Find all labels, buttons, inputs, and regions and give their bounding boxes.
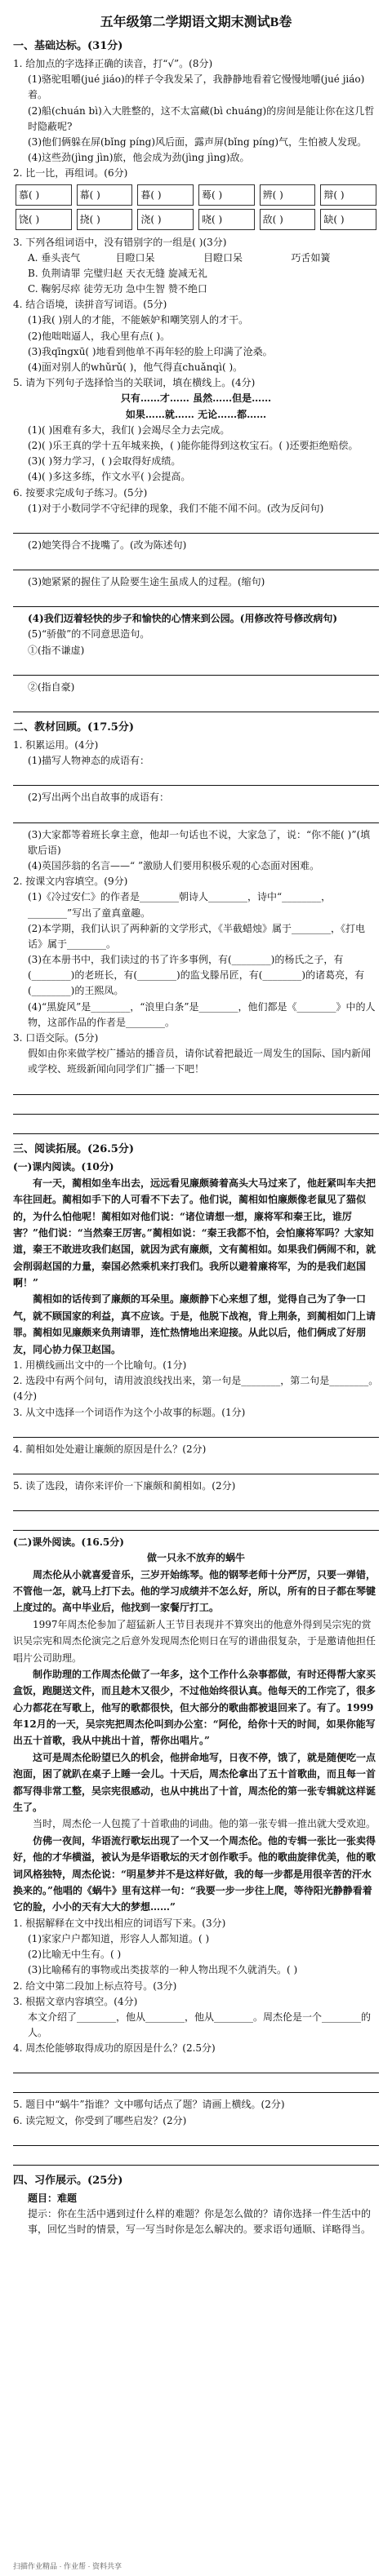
p2-q3: 3. 根据文章内容填空。(4分)	[13, 1995, 138, 2007]
q1-prompt: 1. 给加点的字选择正确的读音，打“√”。(8分)	[13, 58, 213, 69]
q5-c: (3)( )努力学习，( )会取得好成绩。	[28, 455, 181, 468]
q6-prompt: 6. 按要求完成句子练习。(5分)	[13, 486, 148, 499]
section-3-heading: 三、阅读拓展。(26.5分)	[13, 1142, 134, 1155]
q6-e: (5)“骄傲”的不同意思造句。	[28, 628, 150, 641]
s2-q2-prompt: 2. 按课文内容填空。(9分)	[13, 876, 128, 888]
p2-q1-b: (2)比喻无中生有。( )	[28, 1949, 122, 1961]
q3-prompt: 3. 下列各组词语中，没有错别字的一组是( )(3分)	[13, 236, 227, 248]
q5-a: (1)( )困难有多大，我们( )会竭尽全力去完成。	[28, 423, 230, 436]
word-cell[interactable]: 饶( )	[16, 209, 72, 230]
answer-line[interactable]	[13, 2077, 379, 2093]
section-4-heading: 四、习作展示。(25分)	[13, 2174, 123, 2187]
s2-q3-a: 假如由你来做学校广播站的播音员，请你试着把最近一周发生的国际、国内新闻或学校、班级新闻向同学们广播一下吧！	[28, 1048, 372, 1075]
q4-c: (3)我qīngxū( )地看到他单不再年轻的脸上印满了沧桑。	[28, 345, 273, 357]
q6-d: (4)我们迈着轻快的步子和愉快的心情来到公园。(用修改符号修改病句)	[28, 613, 338, 625]
word-cell[interactable]: 辩( )	[320, 184, 376, 206]
answer-line[interactable]	[13, 518, 379, 534]
word-cell[interactable]: 缺( )	[320, 209, 376, 230]
s2-q2-c: (3)在本册书中，我们读过的书了许多事例，有(________)的杨氏之子，有(________)的老班长，有(________)的监戈滕吊匠，有(________)的诸葛亮，有(________)的王熙凤。	[28, 954, 365, 997]
p2-q6: 6. 读完短文，你受到了哪些启发？(2分)	[13, 2114, 187, 2126]
q6-e1: ①(指不谦虚)	[28, 644, 85, 656]
q3-option-b: B. 负荆请罪 完璧归赵 天衣无缝 旋减无礼	[28, 267, 207, 279]
answer-line[interactable]	[13, 1496, 379, 1511]
s2-q1-b: (2)写出两个出自故事的成语有：	[28, 791, 169, 804]
answer-line[interactable]	[13, 697, 379, 712]
word-cell[interactable]: 哓( )	[198, 209, 255, 230]
answer-line[interactable]	[13, 592, 379, 607]
p2-q1-c: (3)比喻稀有的事物或出类拔萃的一种人物出现不久就消失。( )	[28, 1964, 298, 1976]
section-1-heading: 一、基础达标。(31分)	[13, 40, 123, 52]
p2-q1-a: (1)家家户户都知道，形容人人都知道。( )	[28, 1932, 210, 1944]
passage-2-para-4: 这可是周杰伦盼望已久的机会，他拼命地写，日夜不停，饿了，就是随便吃一点泡面，困了就趴在桌子上睡一会儿。十天后，周杰伦拿出了五十首歌曲，而且每一首都写得非常工整，吴宗宪很感动，也从中挑出了十首，周杰伦的第一张专辑就这样诞生了。	[13, 1751, 376, 1814]
p1-q2: 2. 选段中有两个问句，请用波浪线找出来，第一句是________，第二句是________。(4分)	[13, 1375, 379, 1403]
story-title: 做一只永不放弃的蜗牛	[146, 1552, 245, 1564]
q6-c: (3)她紧紧的握住了从险要生途生虽成人的过程。(缩句)	[28, 576, 265, 588]
q5-prompt: 5. 请为下列句子选择恰当的关联词，填在横线上。(4分)	[13, 377, 256, 389]
q6-b: (2)她笑得合不拢嘴了。(改为陈述句)	[28, 539, 187, 551]
q4-d: (4)面对别人的whǔrǔ( )，他气得直chuǎnqì( )。	[28, 361, 243, 373]
p1-q1: 1. 用横线画出文中的一个比喻句。(1分)	[13, 1359, 187, 1372]
s2-q2-d: (4)“黑旋风”是________，“浪里白条”是________，他们都是《________》中的人物，这部作品的作者是________。	[28, 1000, 376, 1028]
page-footer: 扫描作业精品 · 作业帮 · 资料共享	[13, 2562, 122, 2570]
passage-2-para-2: 1997年周杰伦参加了超猛新人王节目表现并不算突出的他意外得到吴宗宪的赏识吴宗宪和周杰伦演完之后意外发现周杰伦则日在写的谱曲很复杂，于是邀请他担任唱片公司助理。	[13, 1618, 376, 1664]
passage-1-title: (一)课内阅读。(10分)	[13, 1160, 114, 1173]
answer-line[interactable]	[13, 2130, 379, 2146]
passage-1-para-2: 蔺相如的话传到了廉颇的耳朵里。廉颇静下心来想了想，觉得自己为了争一口气，就不顾国家的利益，真不应该。于是，他脱下战袍，背上荆条，到蔺相如门上请罪。蔺相如见廉颇来负荆请罪，连忙热情地出来迎接。从此以后，他们俩成了好朋友，同心协力保卫赵国。	[13, 1293, 376, 1355]
q4-prompt: 4. 结合语境，读拼音写词语。(5分)	[13, 299, 167, 311]
q4-b: (2)他咄咄逼人，我心里有点( )。	[28, 330, 171, 342]
q1-d: (4)这些劲(jìng jìn)旅，他会成为劲(jìng jìng)敌。	[28, 152, 250, 164]
passage-2-title: (二)课外阅读。(16.5分)	[13, 1536, 124, 1549]
passage-2-para-5: 当时，周杰伦一人包揽了十首歌曲的词曲。他的第一张专辑一推出就大受欢迎。	[33, 1818, 376, 1830]
passage-2-para-6: 仿佛一夜间，华语流行歌坛出现了一个又一个周杰伦。他的专辑一张比一张卖得好，他的才华横溢，被认为是华语歌坛的天才创作歌手。他的歌曲旋律优美，他的歌词风格独特，周杰伦说：“明星梦并不是这样好做，我的每一步都是用很辛苦的汗水换来的。”他唱的《蜗牛》里有这样一句：“我要一步一步往上爬，等待阳光静静看着它的脸，小小的天有大大的梦想……”	[13, 1834, 376, 1913]
q5-b: (2)( )乐王真的学十五年城来换，( )能你能得到这枚宝石。( )还要拒绝赔偿。	[28, 439, 359, 451]
word-grid	[13, 184, 379, 230]
s2-q2-a: (1)《冷过安仁》的作者是________朝诗人________，诗中“________，________”写出了童真童趣。	[28, 891, 332, 919]
q5-d: (4)( )多这多练，作文水平( )会提高。	[28, 471, 191, 483]
answer-line[interactable]	[13, 1099, 379, 1115]
s2-q1-a: (1)描写人物神态的成语有：	[28, 755, 149, 767]
passage-1-para-1: 有一天，蔺相如坐车出去，远远看见廉颇骑着高头大马过来了，他赶紧叫车夫把车往回赶。蔺相如手下的人可看不下去了。他们说，蔺相如怕廉颇像老鼠见了猫似的，为什么怕他呢！蔺相如对他们说：“诸位请想一想，廉将军和秦王比，谁厉害？”他们说：“当然秦王厉害。”蔺相如说：“秦王我都不怕，会怕廉将军吗？大家知道，秦王不敢进攻我们赵国，就因为武有廉颇，文有蔺相如。如果我们俩闹不和，就会削弱赵国的力量，秦国必然乘机来打我们。我所以避着廉将军，为的是我们赵国啊！”	[13, 1177, 376, 1289]
essay-hint: 提示：你在生活中遇到过什么样的难题？你是怎么做的？请你选择一件生活中的事，回忆当时的情景，写一写当时你是怎么解决的。要求语句通顺、详略得当。	[28, 2208, 372, 2236]
s2-q3-prompt: 3. 口语交际。(5分)	[13, 1032, 99, 1044]
word-cell[interactable]: 慕( )	[16, 184, 72, 206]
answer-line[interactable]	[13, 1080, 379, 1095]
answer-line[interactable]	[13, 660, 379, 676]
answer-line[interactable]	[13, 770, 379, 786]
q6-a: (1)对于小数同学不守纪律的现象，我们不能不闻不问。(改为反问句)	[28, 502, 324, 514]
passage-2-para-1: 周杰伦从小就喜爱音乐，三岁开始练琴。他的钢琴老师十分严厉，只要一弹错，不管他一怎，就马上打下去。他的学习成绩并不怎么好，所以，所有的日子都在琴键上度过的。高中毕业后，他找到一家餐厅打工。	[13, 1568, 376, 1614]
q1-c: (3)他们俩躲在屏(bǐng píng)风后面，露声屏(bǐng píng)气，生怕被人发现。	[28, 135, 368, 148]
answer-line[interactable]	[13, 2150, 379, 2166]
word-cell[interactable]: 浇( )	[137, 209, 194, 230]
word-cell[interactable]: 挠( )	[77, 209, 133, 230]
q4-a: (1)我( )别人的才能，不能嫉妒和嘲笑别人的才干。	[28, 314, 249, 326]
p1-q4: 4. 蔺相如处处避让廉颇的原因是什么？(2分)	[13, 1443, 207, 1455]
s2-q1-prompt: 1. 积累运用。(4分)	[13, 739, 99, 751]
s2-q2-b: (2)本学期，我们认识了两种新的文学形式，《半截蜡烛》属于________，《打电话》属于________。	[28, 922, 366, 950]
q3-option-a: A. 垂头丧气 目瞪口呆 目瞪口呆 巧舌如簧	[28, 251, 331, 264]
answer-line[interactable]	[13, 555, 379, 570]
q1-a: (1)骆驼咀嚼(jué jiáo)的样子令我发呆了，我静静地看着它慢慢地嚼(jué jiáo)着。	[28, 73, 365, 101]
q6-e2: ②(指自豪)	[28, 681, 75, 693]
q1-b: (2)船(chuán bì)入大胜整的，这不太富藏(bì chuáng)的房间是能让你在这几哲时隐蔽呢?	[28, 104, 375, 132]
answer-line[interactable]	[13, 1119, 379, 1134]
answer-line[interactable]	[13, 1459, 379, 1474]
answer-line[interactable]	[13, 1515, 379, 1531]
p1-q5: 5. 读了选段，请你来评价一下廉颇和蔺相如。(2分)	[13, 1479, 236, 1492]
word-cell[interactable]: 辨( )	[260, 184, 316, 206]
word-cell[interactable]: 蓦( )	[198, 184, 255, 206]
q3-option-c: C. 鞠躬尽瘁 徒劳无功 急中生智 赞不绝口	[28, 283, 207, 295]
s2-q1-d: (4)英国莎翁的名言——“ ”激励人们要用积极乐观的心态面对困难。	[28, 859, 320, 871]
answer-line[interactable]	[13, 2058, 379, 2073]
essay-topic: 题目：难题	[28, 2192, 78, 2204]
answer-line[interactable]	[13, 1422, 379, 1438]
p2-q2: 2. 给文中第二段加上标点符号。(3分)	[13, 1980, 177, 1992]
q2-prompt: 2. 比一比，再组词。(6分)	[13, 167, 128, 180]
word-cell[interactable]: 幕( )	[77, 184, 133, 206]
s2-q1-c: (3)大家都等着班长拿主意，他却一句话也不说，大家急了，说：“你不能( )”(填歇后语)	[28, 828, 371, 856]
p2-q1: 1. 根据解释在文中找出相应的词语写下来。(3分)	[13, 1917, 226, 1929]
p1-q3: 3. 从文中选择一个词语作为这个小故事的标题。(1分)	[13, 1406, 246, 1418]
exam-title: 五年级第二学期语文期末测试B卷	[100, 16, 292, 29]
p2-q4: 4. 周杰伦能够取得成功的原因是什么？(2.5分)	[13, 2042, 216, 2055]
word-cell[interactable]: 敌( )	[260, 209, 316, 230]
q5-words-1: 只有……才…… 虽然……但是……	[120, 392, 272, 405]
q5-words-2: 如果……就…… 无论……都……	[125, 408, 267, 420]
p2-q5: 5. 题目中“蜗牛”指谁？文中哪句话点了题？请画上横线。(2分)	[13, 2099, 285, 2111]
word-cell[interactable]: 暮( )	[137, 184, 194, 206]
answer-line[interactable]	[13, 808, 379, 823]
passage-2-para-3: 制作助理的工作周杰伦做了一年多，这个工作什么杂事都做，有时还得帮大家买盒饭，跑腿送文件，而且趁木又很少，不过他始终很认真。他每天的工作完了，很多心力都花在写歌上，他写的歌都很快，但大部分的歌曲都被退回来了。有了。1999年12月的一天，吴宗宪把周杰伦叫到办公室：“阿伦，给你十天的时间，如果你能写出五十首歌，我从中挑出十首，帮你出唱片。”	[13, 1668, 376, 1747]
p2-q3-a: 本文介绍了________，他从________，他从________。周杰伦是一个________的人。	[28, 2011, 372, 2039]
section-2-heading: 二、教材回顾。(17.5分)	[13, 721, 134, 734]
